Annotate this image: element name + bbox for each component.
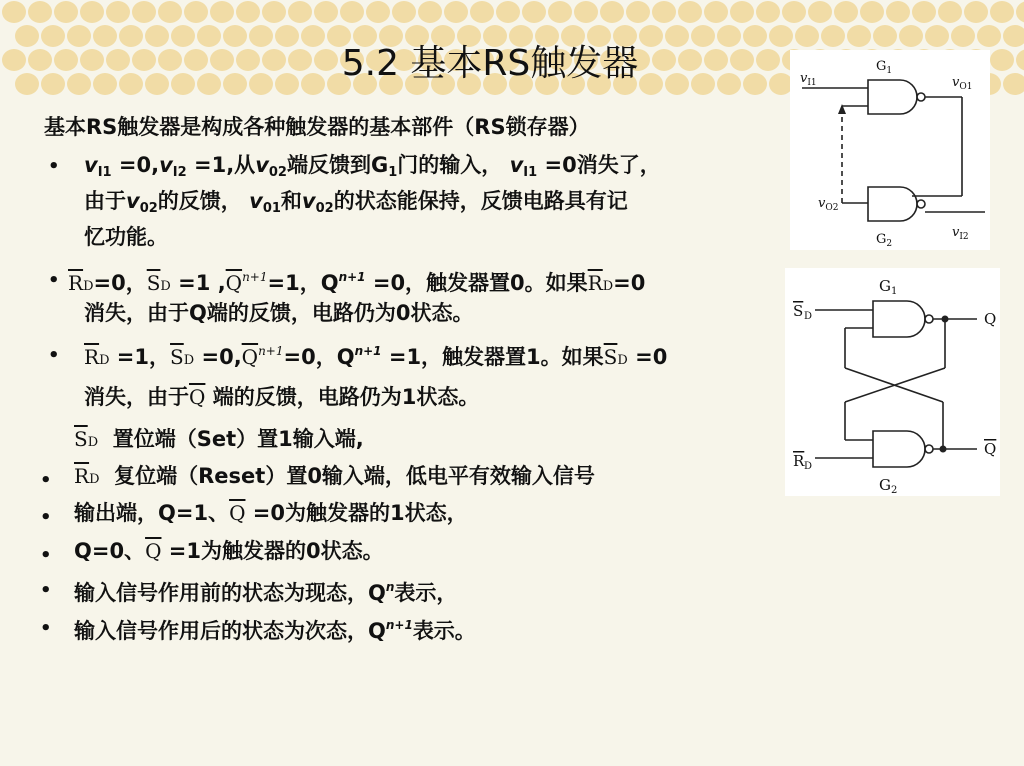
bullet-1-line-2 — [84, 188, 628, 222]
next-state-line — [74, 612, 476, 644]
svg-text:vO2 — [818, 196, 838, 213]
sup-n1: n+1 — [354, 344, 382, 358]
label-i2-sub: I2 — [959, 232, 969, 242]
svg-text:G2 — [879, 476, 897, 496]
banner-dot — [704, 1, 728, 23]
bullet-1: • — [48, 156, 60, 177]
banner-dot — [28, 1, 52, 23]
bullet-8: • — [40, 618, 52, 639]
banner-dot — [548, 1, 572, 23]
rd-symbol: $\overline{R}$ — [74, 464, 90, 488]
label-d-sub: D — [804, 311, 813, 322]
text: 端的反馈，电路仍为1状态。 — [205, 385, 480, 409]
banner-dot — [977, 25, 1001, 47]
text: =0为触发器的1状态， — [245, 501, 468, 525]
var-v: v — [509, 153, 524, 177]
banner-dot — [158, 1, 182, 23]
var-v: v — [84, 153, 98, 177]
label-o1-sub: O1 — [959, 82, 973, 92]
banner-dot — [912, 1, 936, 23]
banner-dot — [678, 1, 702, 23]
label-g: G — [879, 476, 891, 494]
text: 表示。 — [412, 619, 476, 643]
svg-text:G1 — [879, 277, 897, 297]
banner-dot — [990, 49, 1014, 71]
q0-line — [74, 538, 384, 564]
bullet-3-line-2 — [84, 384, 479, 410]
sd-symbol: $\overline{S}$ — [74, 427, 88, 451]
qbar-symbol: $\overline{Q}$ — [189, 385, 206, 409]
gate-g2-bubble — [925, 445, 933, 453]
output-line — [74, 500, 468, 526]
banner-dot — [600, 1, 624, 23]
sup-n1: n+1 — [385, 618, 413, 632]
banner-dot — [288, 1, 312, 23]
slide-title: 5.2 基本RS触发器 — [341, 43, 639, 84]
text: 和 — [280, 189, 302, 213]
junction-dot — [942, 316, 949, 323]
reset-line — [74, 463, 595, 493]
bullet-2-line-1 — [68, 264, 645, 300]
var-v: v — [126, 189, 140, 213]
sub-o2: 02 — [139, 201, 158, 216]
sup-n1: n+1 — [338, 270, 366, 284]
text: 的反馈， — [157, 189, 242, 213]
text: 复位端（Reset）置0输入端，低电平有效输入信号 — [114, 464, 595, 488]
sub-d: D — [617, 353, 628, 368]
text: 由于 — [84, 189, 126, 213]
label-o2-sub: O2 — [825, 203, 839, 213]
svg-text:S — [793, 302, 803, 320]
banner-dot — [80, 1, 104, 23]
banner-dot — [314, 1, 338, 23]
gate-g1-body — [868, 80, 917, 114]
banner-dot — [54, 1, 78, 23]
text: =0消失了， — [537, 153, 661, 177]
sub-i2: I2 — [172, 165, 187, 180]
label-v: v — [952, 75, 960, 90]
gate-g1-bubble — [917, 93, 925, 101]
svg-text:G1 — [876, 59, 892, 76]
text: 的状态能保持，反馈电路具有记 — [333, 189, 628, 213]
banner-dot — [392, 1, 416, 23]
banner-dot — [730, 1, 754, 23]
label-v: v — [818, 196, 826, 211]
banner-dot — [236, 1, 260, 23]
text: 消失，由于 — [84, 385, 189, 409]
banner-dot — [808, 1, 832, 23]
banner-dot — [782, 1, 806, 23]
banner-dot — [990, 1, 1014, 23]
qbar-symbol: $\overline{Q}$ — [225, 271, 243, 295]
banner-dot — [366, 1, 390, 23]
qbar-symbol: $\overline{Q}$ — [145, 539, 162, 563]
sup-n: n — [385, 580, 395, 594]
banner-dot — [262, 1, 286, 23]
bullet-2: • — [48, 270, 60, 291]
label-i1-sub: I1 — [807, 78, 817, 88]
banner-dot — [756, 1, 780, 23]
sub-i1: I1 — [97, 165, 112, 180]
label-q: Q — [984, 310, 997, 328]
label-g2-sub: 2 — [890, 485, 898, 496]
banner-dot — [652, 1, 676, 23]
gate-g2-body — [868, 187, 917, 221]
banner-dot — [860, 1, 884, 23]
banner-dot — [444, 1, 468, 23]
qbar-symbol: $\overline{Q}$ — [241, 345, 259, 369]
text: =1，触发器置1。如果 — [381, 345, 604, 369]
label-s: S — [793, 302, 804, 320]
present-state-line — [74, 574, 457, 606]
label-v: v — [800, 71, 808, 86]
rd-symbol: $\overline{R}$ — [587, 271, 603, 295]
text: =0， — [93, 271, 147, 295]
sub-g1: 1 — [388, 165, 398, 180]
sup-n1: n+1 — [242, 270, 268, 284]
label-r: R — [793, 452, 805, 470]
rd-symbol: $\overline{R}$ — [68, 271, 84, 295]
var-v: v — [159, 153, 173, 177]
sub-o1: 01 — [262, 201, 281, 216]
gate-g1-bubble — [925, 315, 933, 323]
banner-dot — [2, 1, 26, 23]
sub-d: D — [87, 435, 99, 450]
banner-dot — [470, 1, 494, 23]
text: =0，触发器置0。如果 — [365, 271, 588, 295]
nand-feedback-diagram — [790, 50, 990, 250]
bullet-6: • — [40, 545, 52, 566]
bullet-4: • — [40, 470, 52, 491]
banner-dot — [886, 1, 910, 23]
sub-i1: I1 — [523, 165, 538, 180]
var-v: v — [249, 189, 263, 213]
banner-dot — [522, 1, 546, 23]
set-line — [74, 426, 364, 456]
text: 置位端（Set）置1输入端, — [112, 427, 364, 451]
banner-dot — [418, 1, 442, 23]
sub-d: D — [99, 353, 110, 368]
bullet-3: • — [48, 345, 60, 366]
bullet-5: • — [40, 507, 52, 528]
text: 输入信号作用前的状态为现态，Q — [74, 581, 386, 605]
gate-g2-body — [873, 431, 925, 467]
banner-dot — [1003, 25, 1024, 47]
banner-dot — [132, 1, 156, 23]
text: 输出端，Q=1、 — [74, 501, 230, 525]
svg-text:G2 — [876, 232, 892, 249]
banner-dot — [834, 1, 858, 23]
banner-dot — [106, 1, 130, 23]
gate-g2-bubble — [917, 200, 925, 208]
sub-o2: 02 — [268, 165, 287, 180]
text: =1， — [267, 271, 321, 295]
sd-symbol: $\overline{S}$ — [603, 345, 618, 369]
q-text: Q — [320, 271, 339, 295]
text: =1 , — [170, 271, 226, 295]
banner-dot — [340, 1, 364, 23]
text: 输入信号作用后的状态为次态，Q — [74, 619, 386, 643]
bullet-1-line-1 — [84, 152, 661, 186]
sd-symbol: $\overline{S}$ — [170, 345, 184, 369]
banner-dot — [1016, 49, 1024, 71]
banner-dot — [626, 1, 650, 23]
bullet-1-line-3: 忆功能。 — [84, 225, 168, 249]
text: =1为触发器的0状态。 — [161, 539, 384, 563]
banner-dot — [210, 1, 234, 23]
banner-dot — [496, 1, 520, 23]
sup-n1: n+1 — [258, 344, 284, 358]
label-g: G — [876, 59, 887, 74]
banner-dot — [1016, 1, 1024, 23]
banner-dot — [184, 1, 208, 23]
text: =0, — [111, 153, 160, 177]
svg-text:vI2 — [952, 225, 969, 242]
banner-dot — [1003, 73, 1024, 95]
sd-symbol: $\overline{S}$ — [146, 271, 161, 295]
text: =0, — [194, 345, 242, 369]
text: =0 — [627, 345, 668, 369]
text: Q=0、 — [74, 539, 146, 563]
bullet-2-line-2: 消失，由于Q端的反馈，电路仍为0状态。 — [84, 301, 474, 325]
sub-o2: 02 — [315, 201, 334, 216]
label-d-sub: D — [804, 461, 813, 472]
rs-latch-diagram — [785, 268, 1000, 496]
gate-g1-body — [873, 301, 925, 337]
sub-d: D — [89, 472, 100, 487]
text: =0， — [283, 345, 337, 369]
label-v: v — [952, 225, 960, 240]
text: =1， — [109, 345, 171, 369]
bullet-7: • — [40, 580, 52, 601]
sub-d: D — [602, 279, 614, 294]
label-g: G — [879, 277, 891, 295]
sub-d: D — [183, 353, 195, 368]
text: =0 — [613, 271, 646, 295]
sub-d: D — [160, 279, 171, 294]
svg-text:vO1 — [952, 75, 972, 92]
label-qbar: Q — [984, 440, 997, 458]
label-g2-sub: 2 — [886, 239, 893, 249]
text: =1,从 — [186, 153, 256, 177]
rd-symbol: $\overline{R}$ — [84, 345, 100, 369]
var-v: v — [301, 189, 316, 213]
svg-text:vI1 — [800, 71, 817, 88]
label-g1-sub: 1 — [886, 66, 893, 76]
junction-dot — [940, 446, 947, 453]
label-g: G — [876, 232, 887, 247]
intro-text: 基本RS触发器是构成各种触发器的基本部件（RS锁存器） — [44, 115, 590, 139]
banner-dot — [938, 1, 962, 23]
var-v: v — [255, 153, 269, 177]
label-g1-sub: 1 — [890, 286, 898, 297]
banner-dot — [574, 1, 598, 23]
bullet-3-line-1 — [84, 338, 667, 374]
text: 门的输入， — [397, 153, 503, 177]
banner-dot — [964, 1, 988, 23]
sub-d: D — [83, 279, 94, 294]
text: 端反馈到G — [286, 153, 389, 177]
qbar-symbol: $\overline{Q}$ — [229, 501, 246, 525]
text: 表示， — [394, 581, 458, 605]
q-text: Q — [336, 345, 355, 369]
